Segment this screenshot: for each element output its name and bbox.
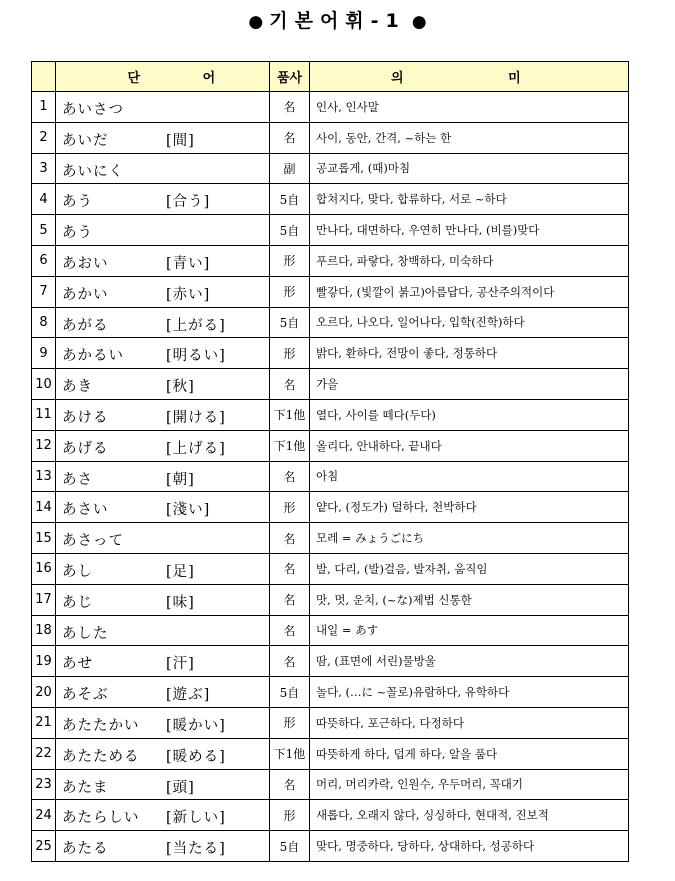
table-row (32, 738, 629, 769)
meaning: 푸르다, 파랗다, 창백하다, 미숙하다 (310, 245, 629, 276)
meaning: 모레 = みょうごにち (310, 523, 629, 554)
word-cell (56, 184, 270, 215)
meaning: 밝다, 환하다, 전망이 좋다, 정통하다 (310, 338, 629, 369)
meaning: 가을 (310, 369, 629, 400)
part-of-speech: 形 (270, 276, 310, 307)
word-cell (56, 800, 270, 831)
word-kana: あたる (62, 841, 109, 858)
table-row (32, 553, 629, 584)
table-row (32, 430, 629, 461)
word-cell (56, 307, 270, 338)
header-pos: 품사 (270, 62, 310, 92)
meaning: 땀, (표면에 서린)물방울 (310, 646, 629, 677)
word-kana: あいさつ (62, 102, 124, 118)
table-row (32, 677, 629, 708)
table-row (32, 153, 629, 184)
part-of-speech: 名 (270, 553, 310, 584)
part-of-speech: 形 (270, 707, 310, 738)
part-of-speech: 形 (270, 338, 310, 369)
part-of-speech: 形 (270, 492, 310, 523)
word-kana: あさって (62, 533, 124, 550)
word-kana: あせ (62, 656, 93, 673)
word-kanji: [合う] (166, 194, 211, 211)
word-cell (56, 738, 270, 769)
meaning: 얕다, (정도가) 덜하다, 천박하다 (310, 492, 629, 523)
word-kana: あたためる (62, 748, 140, 765)
part-of-speech: 下1他 (270, 430, 310, 461)
table-row (32, 769, 629, 800)
table-row (32, 215, 629, 246)
word-kanji: [青い] (166, 255, 211, 272)
word-kanji: [明るい] (166, 348, 226, 365)
row-number: 24 (32, 800, 56, 831)
part-of-speech: 名 (270, 769, 310, 800)
part-of-speech: 名 (270, 461, 310, 492)
word-kana: あき (62, 379, 93, 396)
meaning: 놀다, (…に ~꼴로)유람하다, 유학하다 (310, 677, 629, 708)
apple-icon: ● (411, 12, 427, 32)
row-number: 13 (32, 461, 56, 492)
apple-icon: ● (248, 12, 264, 32)
word-kanji: [当たる] (166, 841, 226, 858)
meaning: 열다, 사이를 떼다(두다) (310, 399, 629, 430)
word-cell (56, 245, 270, 276)
row-number: 7 (32, 276, 56, 307)
page-title (0, 6, 675, 33)
table-row (32, 707, 629, 738)
word-kana: あいにく (62, 163, 124, 180)
word-cell (56, 492, 270, 523)
header-meaning-right: 미 (508, 71, 521, 86)
word-kanji: [味] (166, 594, 195, 611)
header-word-right: 어 (202, 71, 216, 86)
table-row (32, 276, 629, 307)
meaning: 따뜻하게 하다, 덥게 하다, 알을 품다 (310, 738, 629, 769)
header-meaning (310, 62, 629, 92)
word-kanji: [秋] (166, 379, 195, 396)
word-cell (56, 461, 270, 492)
meaning: 인사, 인사말 (310, 92, 629, 123)
word-kanji: [暖かい] (166, 717, 226, 734)
meaning: 따뜻하다, 포근하다, 다정하다 (310, 707, 629, 738)
row-number: 17 (32, 584, 56, 615)
table-row (32, 831, 629, 862)
row-number: 11 (32, 399, 56, 430)
word-kanji: [足] (166, 563, 195, 580)
table-row (32, 245, 629, 276)
table-row (32, 800, 629, 831)
meaning: 맞다, 명중하다, 당하다, 상대하다, 성공하다 (310, 831, 629, 862)
row-number: 21 (32, 707, 56, 738)
meaning: 사이, 동안, 간격, ~하는 한 (310, 122, 629, 153)
part-of-speech: 形 (270, 800, 310, 831)
vocabulary-table (31, 61, 629, 862)
word-kana: あかるい (62, 348, 124, 365)
part-of-speech: 名 (270, 92, 310, 123)
header-meaning-left: 의 (391, 71, 404, 86)
part-of-speech: 副 (270, 153, 310, 184)
word-kanji: [上がる] (166, 317, 226, 334)
part-of-speech: 5自 (270, 677, 310, 708)
word-kana: あたらしい (62, 810, 140, 827)
word-cell (56, 523, 270, 554)
table-row (32, 646, 629, 677)
part-of-speech: 下1他 (270, 399, 310, 430)
word-kanji: [上げる] (166, 440, 226, 457)
part-of-speech: 5自 (270, 215, 310, 246)
word-cell (56, 369, 270, 400)
row-number: 2 (32, 122, 56, 153)
row-number: 9 (32, 338, 56, 369)
part-of-speech: 名 (270, 584, 310, 615)
header-word (56, 62, 270, 92)
row-number: 18 (32, 615, 56, 646)
row-number: 16 (32, 553, 56, 584)
row-number: 6 (32, 245, 56, 276)
word-cell (56, 92, 270, 123)
word-kana: あう (62, 194, 93, 211)
word-cell (56, 153, 270, 184)
row-number: 4 (32, 184, 56, 215)
row-number: 25 (32, 831, 56, 862)
header-word-left: 단 (127, 71, 141, 86)
table-row (32, 584, 629, 615)
word-kana: あう (62, 225, 93, 242)
word-kana: あそぶ (62, 687, 109, 704)
row-number: 20 (32, 677, 56, 708)
row-number: 10 (32, 369, 56, 400)
row-number: 1 (32, 92, 56, 123)
word-cell (56, 430, 270, 461)
word-kana: あげる (62, 440, 109, 457)
word-kana: あたたかい (62, 717, 140, 734)
row-number: 12 (32, 430, 56, 461)
word-kana: あける (62, 409, 109, 426)
word-kanji: [淺い] (166, 502, 211, 519)
row-number: 14 (32, 492, 56, 523)
word-kana: あさい (62, 502, 109, 519)
table-row (32, 122, 629, 153)
row-number: 22 (32, 738, 56, 769)
meaning: 올리다, 안내하다, 끝내다 (310, 430, 629, 461)
table-row (32, 492, 629, 523)
word-cell (56, 215, 270, 246)
word-kana: あした (62, 625, 109, 642)
word-cell (56, 831, 270, 862)
word-kana: あさ (62, 471, 93, 488)
part-of-speech: 下1他 (270, 738, 310, 769)
word-cell (56, 646, 270, 677)
meaning: 만나다, 대면하다, 우연히 만나다, (비를)맞다 (310, 215, 629, 246)
meaning: 새롭다, 오래지 않다, 싱싱하다, 현대적, 진보적 (310, 800, 629, 831)
meaning: 내일 = あす (310, 615, 629, 646)
meaning: 발, 다리, (발)걸음, 발자취, 움직임 (310, 553, 629, 584)
table-row (32, 307, 629, 338)
part-of-speech: 名 (270, 523, 310, 554)
header-number (32, 62, 56, 92)
word-kanji: [新しい] (166, 810, 226, 827)
part-of-speech: 5自 (270, 831, 310, 862)
word-cell (56, 338, 270, 369)
word-kanji: [遊ぶ] (166, 687, 211, 704)
table-row (32, 92, 629, 123)
word-cell (56, 399, 270, 430)
table-row (32, 523, 629, 554)
word-kanji: [開ける] (166, 409, 226, 426)
part-of-speech: 名 (270, 615, 310, 646)
table-row (32, 369, 629, 400)
part-of-speech: 5自 (270, 184, 310, 215)
word-cell (56, 584, 270, 615)
meaning: 합쳐지다, 맞다, 합류하다, 서로 ~하다 (310, 184, 629, 215)
word-kanji: [朝] (166, 471, 195, 488)
meaning: 오르다, 나오다, 일어나다, 입학(진학)하다 (310, 307, 629, 338)
table-row (32, 461, 629, 492)
word-cell (56, 122, 270, 153)
table-row (32, 399, 629, 430)
meaning: 아침 (310, 461, 629, 492)
row-number: 3 (32, 153, 56, 184)
meaning: 맛, 멋, 운치, (~な)제법 신통한 (310, 584, 629, 615)
word-kana: あかい (62, 286, 109, 303)
row-number: 15 (32, 523, 56, 554)
word-kana: あし (62, 563, 93, 580)
part-of-speech: 名 (270, 122, 310, 153)
row-number: 8 (32, 307, 56, 338)
table-row (32, 338, 629, 369)
row-number: 5 (32, 215, 56, 246)
word-kana: あたま (62, 779, 109, 796)
meaning: 공교롭게, (때)마침 (310, 153, 629, 184)
word-kanji: [暖める] (166, 748, 226, 765)
word-cell (56, 769, 270, 800)
word-cell (56, 553, 270, 584)
meaning: 빨갛다, (빛깔이 붉고)아름답다, 공산주의적이다 (310, 276, 629, 307)
word-kana: あじ (62, 594, 93, 611)
word-cell (56, 677, 270, 708)
row-number: 19 (32, 646, 56, 677)
row-number: 23 (32, 769, 56, 800)
table-row (32, 615, 629, 646)
word-kanji: [間] (166, 132, 195, 149)
word-cell (56, 615, 270, 646)
table-header-row (32, 62, 629, 92)
word-cell (56, 707, 270, 738)
part-of-speech: 名 (270, 369, 310, 400)
word-kana: あおい (62, 255, 109, 272)
word-kanji: [頭] (166, 779, 195, 796)
word-kanji: [汗] (166, 656, 195, 673)
meaning: 머리, 머리카락, 인원수, 우두머리, 꼭대기 (310, 769, 629, 800)
word-kana: あいだ (62, 132, 109, 149)
word-kana: あがる (62, 317, 109, 334)
page-title-text: 기본어휘-1 (269, 10, 406, 32)
table-row (32, 184, 629, 215)
word-kanji: [赤い] (166, 286, 211, 303)
word-cell (56, 276, 270, 307)
part-of-speech: 形 (270, 245, 310, 276)
part-of-speech: 5自 (270, 307, 310, 338)
part-of-speech: 名 (270, 646, 310, 677)
